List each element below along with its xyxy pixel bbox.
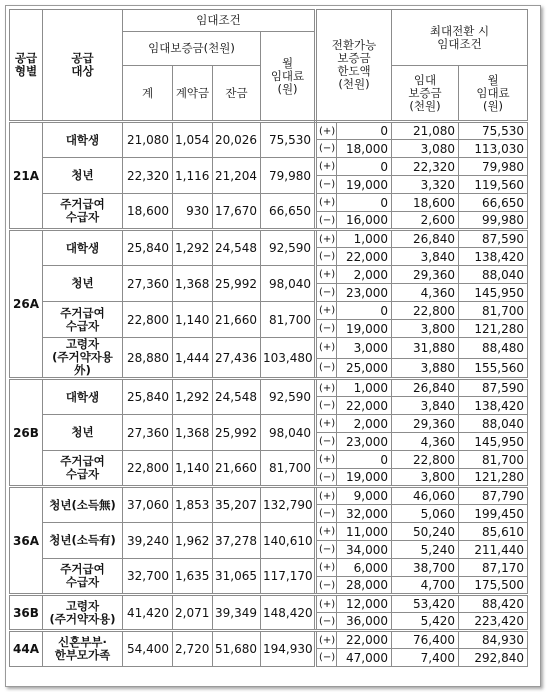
converted-deposit-cell: 3,080 <box>392 140 459 158</box>
convertible-limit-cell: 1,000 <box>337 230 392 248</box>
balance-cell: 25,992 <box>213 415 261 451</box>
supply-target-cell: 대학생 <box>43 122 123 158</box>
supply-target-cell: 주거급여 수급자 <box>43 194 123 230</box>
converted-deposit-cell: 2,600 <box>392 212 459 230</box>
deposit-total-cell: 37,060 <box>123 487 173 523</box>
converted-deposit-cell: 46,060 <box>392 487 459 505</box>
convertible-limit-cell: 9,000 <box>337 487 392 505</box>
supply-target-cell: 주거급여 수급자 <box>43 559 123 595</box>
converted-rent-cell: 175,500 <box>459 577 528 595</box>
conversion-sign-cell: (−) <box>316 320 337 338</box>
table-row <box>10 338 528 359</box>
table-row <box>10 415 528 433</box>
supply-type-cell: 26A <box>10 230 43 379</box>
converted-deposit-cell: 18,600 <box>392 194 459 212</box>
balance-cell: 21,660 <box>213 302 261 338</box>
rent-conditions-table <box>9 9 528 667</box>
converted-rent-cell: 87,790 <box>459 487 528 505</box>
conversion-sign-cell: (−) <box>316 397 337 415</box>
converted-deposit-cell: 3,800 <box>392 469 459 487</box>
balance-cell: 39,349 <box>213 595 261 631</box>
converted-deposit-cell: 31,880 <box>392 338 459 359</box>
conversion-sign-cell: (−) <box>316 541 337 559</box>
converted-rent-cell: 145,950 <box>459 433 528 451</box>
converted-rent-cell: 138,420 <box>459 248 528 266</box>
converted-deposit-cell: 22,800 <box>392 451 459 469</box>
deposit-total-cell: 21,080 <box>123 122 173 158</box>
deposit-total-cell: 39,240 <box>123 523 173 559</box>
conversion-sign-cell: (+) <box>316 631 337 649</box>
supply-type-cell: 36A <box>10 487 43 595</box>
converted-deposit-cell: 53,420 <box>392 595 459 613</box>
convertible-limit-cell: 47,000 <box>337 649 392 667</box>
contract-fee-cell: 1,853 <box>173 487 213 523</box>
convertible-limit-cell: 22,000 <box>337 631 392 649</box>
conversion-sign-cell: (+) <box>316 451 337 469</box>
converted-rent-cell: 138,420 <box>459 397 528 415</box>
balance-cell: 21,204 <box>213 158 261 194</box>
deposit-total-cell: 25,840 <box>123 379 173 415</box>
conversion-sign-cell: (+) <box>316 122 337 140</box>
convertible-limit-cell: 0 <box>337 451 392 469</box>
converted-rent-cell: 66,650 <box>459 194 528 212</box>
conversion-sign-cell: (+) <box>316 338 337 359</box>
header-rent-conditions: 임대조건 <box>123 10 316 32</box>
table-row <box>10 523 528 541</box>
header-balance: 잔금 <box>213 66 261 122</box>
conversion-sign-cell: (+) <box>316 158 337 176</box>
contract-fee-cell: 1,140 <box>173 451 213 487</box>
deposit-total-cell: 28,880 <box>123 338 173 379</box>
conversion-sign-cell: (+) <box>316 266 337 284</box>
converted-deposit-cell: 29,360 <box>392 266 459 284</box>
conversion-sign-cell: (+) <box>316 523 337 541</box>
converted-rent-cell: 87,590 <box>459 230 528 248</box>
converted-deposit-cell: 7,400 <box>392 649 459 667</box>
deposit-total-cell: 22,800 <box>123 451 173 487</box>
converted-rent-cell: 223,420 <box>459 613 528 631</box>
converted-deposit-cell: 3,800 <box>392 320 459 338</box>
converted-rent-cell: 85,610 <box>459 523 528 541</box>
converted-rent-cell: 88,420 <box>459 595 528 613</box>
contract-fee-cell: 1,962 <box>173 523 213 559</box>
conversion-sign-cell: (+) <box>316 230 337 248</box>
table-row <box>10 487 528 505</box>
convertible-limit-cell: 22,000 <box>337 397 392 415</box>
supply-target-cell: 고령자 (주거약자용外) <box>43 338 123 379</box>
converted-rent-cell: 81,700 <box>459 302 528 320</box>
deposit-total-cell: 32,700 <box>123 559 173 595</box>
header-max-conversion: 최대전환 시 임대조건 <box>392 10 528 66</box>
table-row <box>10 631 528 649</box>
convertible-limit-cell: 34,000 <box>337 541 392 559</box>
converted-rent-cell: 75,530 <box>459 122 528 140</box>
contract-fee-cell: 2,071 <box>173 595 213 631</box>
conversion-sign-cell: (+) <box>316 487 337 505</box>
converted-deposit-cell: 3,880 <box>392 358 459 379</box>
convertible-limit-cell: 12,000 <box>337 595 392 613</box>
converted-rent-cell: 211,440 <box>459 541 528 559</box>
supply-target-cell: 주거급여 수급자 <box>43 451 123 487</box>
converted-deposit-cell: 76,400 <box>392 631 459 649</box>
table-row <box>10 122 528 140</box>
conversion-sign-cell: (+) <box>316 194 337 212</box>
converted-rent-cell: 88,040 <box>459 266 528 284</box>
supply-target-cell: 청년(소득無) <box>43 487 123 523</box>
conversion-sign-cell: (−) <box>316 212 337 230</box>
header-supply-type: 공급 형별 <box>10 10 43 122</box>
converted-rent-cell: 87,170 <box>459 559 528 577</box>
converted-deposit-cell: 21,080 <box>392 122 459 140</box>
converted-rent-cell: 81,700 <box>459 451 528 469</box>
convertible-limit-cell: 36,000 <box>337 613 392 631</box>
converted-rent-cell: 121,280 <box>459 320 528 338</box>
conversion-sign-cell: (−) <box>316 248 337 266</box>
header-convertible-limit: 전환가능 보증금 한도액 (천원) <box>316 10 392 122</box>
balance-cell: 20,026 <box>213 122 261 158</box>
converted-deposit-cell: 29,360 <box>392 415 459 433</box>
deposit-total-cell: 22,800 <box>123 302 173 338</box>
conversion-sign-cell: (−) <box>316 284 337 302</box>
converted-rent-cell: 79,980 <box>459 158 528 176</box>
contract-fee-cell: 1,140 <box>173 302 213 338</box>
table-header <box>10 10 528 122</box>
deposit-total-cell: 41,420 <box>123 595 173 631</box>
header-total: 계 <box>123 66 173 122</box>
balance-cell: 21,660 <box>213 451 261 487</box>
converted-deposit-cell: 22,800 <box>392 302 459 320</box>
supply-target-cell: 주거급여 수급자 <box>43 302 123 338</box>
balance-cell: 24,548 <box>213 379 261 415</box>
contract-fee-cell: 930 <box>173 194 213 230</box>
conversion-sign-cell: (+) <box>316 559 337 577</box>
deposit-total-cell: 54,400 <box>123 631 173 667</box>
monthly-rent-cell: 117,170 <box>261 559 316 595</box>
convertible-limit-cell: 18,000 <box>337 140 392 158</box>
conversion-sign-cell: (−) <box>316 469 337 487</box>
conversion-sign-cell: (−) <box>316 613 337 631</box>
converted-deposit-cell: 50,240 <box>392 523 459 541</box>
deposit-total-cell: 18,600 <box>123 194 173 230</box>
converted-rent-cell: 88,480 <box>459 338 528 359</box>
convertible-limit-cell: 1,000 <box>337 379 392 397</box>
convertible-limit-cell: 2,000 <box>337 415 392 433</box>
table-row <box>10 266 528 284</box>
monthly-rent-cell: 194,930 <box>261 631 316 667</box>
supply-type-cell: 44A <box>10 631 43 667</box>
convertible-limit-cell: 0 <box>337 302 392 320</box>
supply-target-cell: 청년 <box>43 415 123 451</box>
balance-cell: 37,278 <box>213 523 261 559</box>
converted-rent-cell: 145,950 <box>459 284 528 302</box>
supply-target-cell: 신혼부부· 한부모가족 <box>43 631 123 667</box>
conversion-sign-cell: (−) <box>316 505 337 523</box>
header-supply-target: 공급 대상 <box>43 10 123 122</box>
converted-deposit-cell: 3,840 <box>392 397 459 415</box>
convertible-limit-cell: 19,000 <box>337 469 392 487</box>
conversion-sign-cell: (−) <box>316 358 337 379</box>
converted-rent-cell: 88,040 <box>459 415 528 433</box>
convertible-limit-cell: 16,000 <box>337 212 392 230</box>
conversion-sign-cell: (+) <box>316 415 337 433</box>
balance-cell: 31,065 <box>213 559 261 595</box>
converted-rent-cell: 121,280 <box>459 469 528 487</box>
header-monthly-rent: 월 임대료 (원) <box>261 32 316 122</box>
converted-rent-cell: 119,560 <box>459 176 528 194</box>
contract-fee-cell: 1,292 <box>173 379 213 415</box>
converted-deposit-cell: 22,320 <box>392 158 459 176</box>
conversion-sign-cell: (+) <box>316 379 337 397</box>
conversion-sign-cell: (−) <box>316 577 337 595</box>
converted-rent-cell: 199,450 <box>459 505 528 523</box>
header-conv-deposit: 임대 보증금 (천원) <box>392 66 459 122</box>
supply-target-cell: 대학생 <box>43 379 123 415</box>
converted-deposit-cell: 5,060 <box>392 505 459 523</box>
balance-cell: 27,436 <box>213 338 261 379</box>
monthly-rent-cell: 98,040 <box>261 266 316 302</box>
supply-type-cell: 21A <box>10 122 43 230</box>
converted-deposit-cell: 4,360 <box>392 284 459 302</box>
converted-deposit-cell: 26,840 <box>392 379 459 397</box>
converted-deposit-cell: 3,320 <box>392 176 459 194</box>
table-row <box>10 194 528 212</box>
table-row <box>10 451 528 469</box>
convertible-limit-cell: 28,000 <box>337 577 392 595</box>
deposit-total-cell: 27,360 <box>123 266 173 302</box>
contract-fee-cell: 1,116 <box>173 158 213 194</box>
header-conv-rent: 월 임대료 (원) <box>459 66 528 122</box>
table-row <box>10 302 528 320</box>
converted-rent-cell: 113,030 <box>459 140 528 158</box>
monthly-rent-cell: 81,700 <box>261 451 316 487</box>
conversion-sign-cell: (−) <box>316 176 337 194</box>
supply-target-cell: 청년(소득有) <box>43 523 123 559</box>
convertible-limit-cell: 0 <box>337 122 392 140</box>
balance-cell: 24,548 <box>213 230 261 266</box>
table-row <box>10 559 528 577</box>
monthly-rent-cell: 140,610 <box>261 523 316 559</box>
supply-target-cell: 청년 <box>43 266 123 302</box>
monthly-rent-cell: 81,700 <box>261 302 316 338</box>
convertible-limit-cell: 0 <box>337 194 392 212</box>
conversion-sign-cell: (+) <box>316 302 337 320</box>
contract-fee-cell: 1,444 <box>173 338 213 379</box>
converted-deposit-cell: 3,840 <box>392 248 459 266</box>
contract-fee-cell: 1,054 <box>173 122 213 158</box>
contract-fee-cell: 1,368 <box>173 415 213 451</box>
convertible-limit-cell: 2,000 <box>337 266 392 284</box>
monthly-rent-cell: 148,420 <box>261 595 316 631</box>
convertible-limit-cell: 3,000 <box>337 338 392 359</box>
monthly-rent-cell: 92,590 <box>261 230 316 266</box>
converted-deposit-cell: 38,700 <box>392 559 459 577</box>
converted-rent-cell: 155,560 <box>459 358 528 379</box>
table-body <box>10 122 528 667</box>
supply-type-cell: 36B <box>10 595 43 631</box>
balance-cell: 25,992 <box>213 266 261 302</box>
monthly-rent-cell: 132,790 <box>261 487 316 523</box>
converted-deposit-cell: 4,360 <box>392 433 459 451</box>
supply-type-cell: 26B <box>10 379 43 487</box>
converted-deposit-cell: 5,240 <box>392 541 459 559</box>
contract-fee-cell: 1,292 <box>173 230 213 266</box>
header-contract: 계약금 <box>173 66 213 122</box>
convertible-limit-cell: 19,000 <box>337 320 392 338</box>
converted-rent-cell: 87,590 <box>459 379 528 397</box>
header-deposit-group: 임대보증금(천원) <box>123 32 261 66</box>
conversion-sign-cell: (+) <box>316 595 337 613</box>
balance-cell: 35,207 <box>213 487 261 523</box>
convertible-limit-cell: 23,000 <box>337 433 392 451</box>
convertible-limit-cell: 6,000 <box>337 559 392 577</box>
converted-deposit-cell: 5,420 <box>392 613 459 631</box>
deposit-total-cell: 22,320 <box>123 158 173 194</box>
converted-rent-cell: 84,930 <box>459 631 528 649</box>
monthly-rent-cell: 98,040 <box>261 415 316 451</box>
supply-target-cell: 청년 <box>43 158 123 194</box>
convertible-limit-cell: 11,000 <box>337 523 392 541</box>
convertible-limit-cell: 22,000 <box>337 248 392 266</box>
monthly-rent-cell: 75,530 <box>261 122 316 158</box>
convertible-limit-cell: 32,000 <box>337 505 392 523</box>
table-row <box>10 230 528 248</box>
converted-rent-cell: 292,840 <box>459 649 528 667</box>
monthly-rent-cell: 92,590 <box>261 379 316 415</box>
table-row <box>10 379 528 397</box>
table-row <box>10 158 528 176</box>
balance-cell: 17,670 <box>213 194 261 230</box>
converted-rent-cell: 99,980 <box>459 212 528 230</box>
convertible-limit-cell: 0 <box>337 158 392 176</box>
supply-target-cell: 고령자 (주거약자용) <box>43 595 123 631</box>
contract-fee-cell: 1,368 <box>173 266 213 302</box>
converted-deposit-cell: 4,700 <box>392 577 459 595</box>
monthly-rent-cell: 103,480 <box>261 338 316 379</box>
monthly-rent-cell: 79,980 <box>261 158 316 194</box>
supply-target-cell: 대학생 <box>43 230 123 266</box>
table-row <box>10 595 528 613</box>
monthly-rent-cell: 66,650 <box>261 194 316 230</box>
contract-fee-cell: 1,635 <box>173 559 213 595</box>
balance-cell: 51,680 <box>213 631 261 667</box>
converted-deposit-cell: 26,840 <box>392 230 459 248</box>
conversion-sign-cell: (−) <box>316 433 337 451</box>
conversion-sign-cell: (−) <box>316 649 337 667</box>
convertible-limit-cell: 19,000 <box>337 176 392 194</box>
deposit-total-cell: 27,360 <box>123 415 173 451</box>
convertible-limit-cell: 23,000 <box>337 284 392 302</box>
conversion-sign-cell: (−) <box>316 140 337 158</box>
convertible-limit-cell: 25,000 <box>337 358 392 379</box>
contract-fee-cell: 2,720 <box>173 631 213 667</box>
deposit-total-cell: 25,840 <box>123 230 173 266</box>
